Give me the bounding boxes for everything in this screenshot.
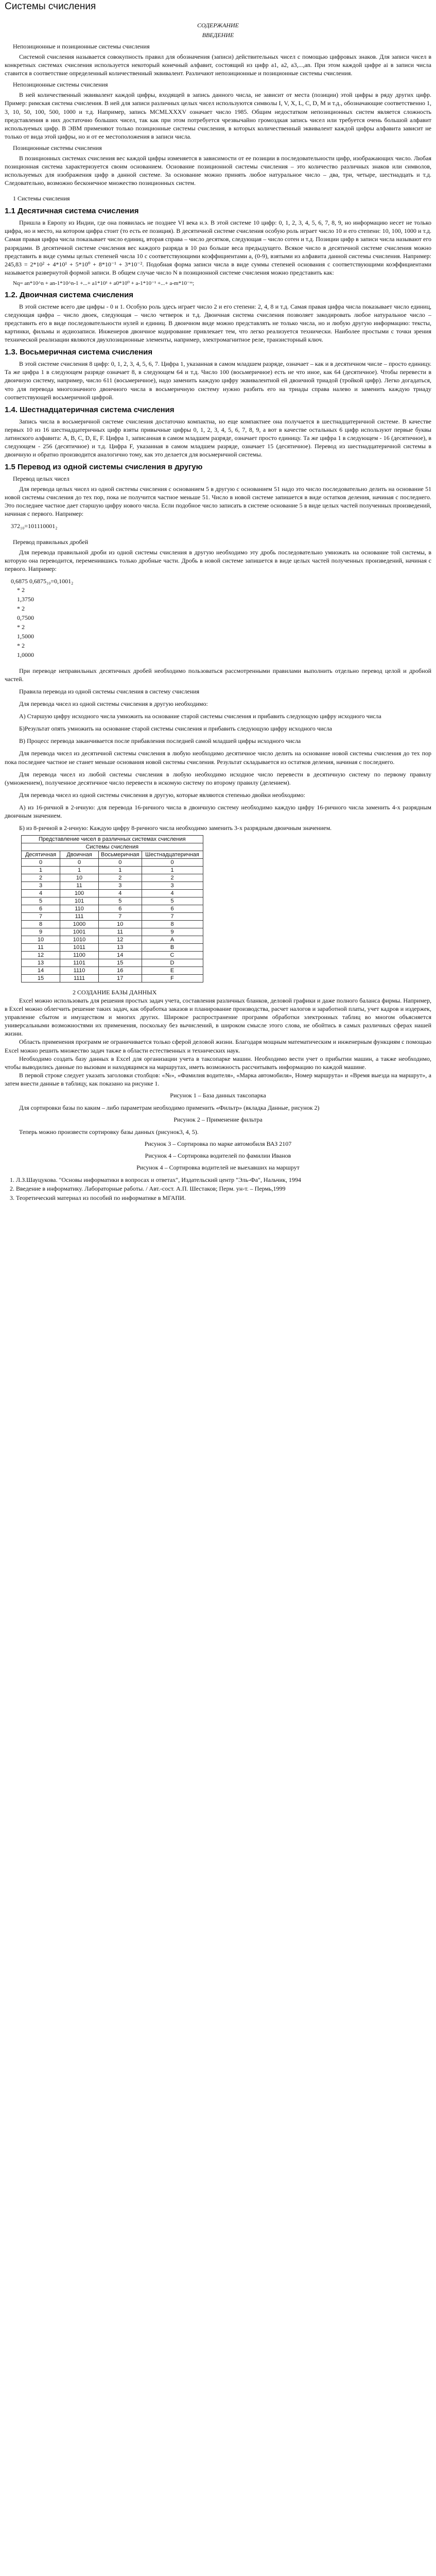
table-cell: 5 — [142, 897, 203, 905]
paragraph: В ней количественный эквивалент каждой цифры, входящей в запись данного числа, не зависит от места (позиции) этой цифры в ряду других цифр. Пример: римская система счисления. В ней для записи различных целых чисел используются символы I, V, X, L, C, D, M и т.д., обозначающие соответственно 1, 3, 10, 50, 100, 500, 1000 и т.д. Например, запись MCMLXXXV означает число 1985. Общим недостатком непозиционных систем является сложность представления в них достаточно больших чисел, так как при этом потребуется чрезвычайно громоздкая запись чисел или требуется очень большой алфавит используемых цифр. В ЭВМ применяют только позиционные системы счисления, в которых количественный эквивалент каждой цифры алфавита зависит не только от вида этой цифры, но и от ее местоположения в записи числа. — [5, 91, 431, 140]
column-header: Двоичная — [60, 851, 99, 859]
table-row — [22, 975, 203, 982]
paragraph: Б) из 8-ричной в 2-ичную: Каждую цифру 8-ричного числа необходимо заменить 3-х разрядным двоичным значением. — [19, 824, 332, 832]
calc-line: 1,0000 — [17, 651, 34, 658]
table-cell: 4 — [142, 890, 203, 897]
paragraph: Необходимо создать базу данных в Excel для организации учета в таксопарке машин. Необходимо вести учет о прибытии машин, а также необходимо, чтобы выводились данные по вызовам и находящимся на маршрутах, иметь возможность рассчитывать информацию по каждой машине. — [5, 1055, 431, 1071]
paragraph: Для сортировки базы по каким – либо параметрам необходимо применить «Фильтр» (вкладка Данные, рисунок 2) — [19, 1104, 320, 1111]
table-cell: 11 — [22, 944, 60, 952]
table-cell: 0 — [22, 859, 60, 867]
toc-contents-heading: СОДЕРЖАНИЕ — [197, 22, 239, 29]
table-cell: 10 — [60, 874, 99, 882]
figure-caption: Рисунок 4 – Сортировка водителей не выехавших на маршрут — [136, 1164, 300, 1172]
table-cell: 12 — [22, 952, 60, 959]
section-heading-database: 2 СОЗДАНИЕ БАЗЫ ДАННЫХ — [73, 989, 157, 996]
table-cell: 3 — [22, 882, 60, 890]
table-cell: 1100 — [60, 952, 99, 959]
table-cell: 1001 — [60, 928, 99, 936]
table-cell: 13 — [22, 959, 60, 967]
section-heading-octal: 1.3. Восьмеричная система счисления — [5, 348, 153, 357]
paragraph: В первой строке следует указать заголовки столбцов: «№», «Фамилия водителя», «Марка автомобиля», Номер маршрута» и «Время выезда на маршрут», а затем внести данные в таблицу, как показано на рисунке 1. — [5, 1071, 431, 1087]
table-group-header: Системы счисления — [22, 843, 203, 851]
paragraph: В этой системе счисления 8 цифр: 0, 1, 2, 3, 4, 5, 6, 7. Цифра 1, указанная в самом младшем разряде, означает – как и в десятичном числе – просто единицу. Та же цифра 1 в следующем разряде означает 8, в следующем 64 и т.д. Число 100 (восьмеричное) есть не что иное, как 64 (десятичное). Чтобы перевести в двоичную систему, например, число 611 (восьмеричное), надо заменить каждую цифру эквивалентной ей двоичной триадой (тройкой цифр). Легко догадаться, что для перевода многозначного двоичного числа в восьмеричную систему нужно разбить его на триады справа налево и заменить каждую триаду соответствующей восьмеричной цифрой. — [5, 360, 431, 401]
table-caption: Представление чисел в различных системах счисления — [22, 836, 203, 843]
table-cell: F — [142, 975, 203, 982]
table-row — [22, 897, 203, 905]
table-cell: B — [142, 944, 203, 952]
table-cell: 4 — [22, 890, 60, 897]
calc-line: * 2 — [17, 641, 25, 649]
paragraph: Для перевода чисел из одной системы счисления в другую необходимо: — [19, 700, 208, 708]
table-row — [22, 921, 203, 928]
table-cell: 14 — [99, 952, 142, 959]
table-cell: 5 — [22, 897, 60, 905]
column-header: Шестнадцатеричная — [142, 851, 203, 859]
table-cell: 2 — [99, 874, 142, 882]
section-heading-systems: Непозиционные и позиционные системы счисления — [13, 43, 150, 50]
column-header: Восьмеричная — [99, 851, 142, 859]
section-heading-nonpositional: Непозиционные системы счисления — [13, 81, 108, 89]
paragraph: Для перевода чисел из одной системы счисления в другую, которые являются степенью двойки необходимо: — [19, 791, 305, 799]
page-title: Системы счисления — [5, 1, 96, 12]
table-cell: 1 — [22, 867, 60, 874]
table-cell: 1111 — [60, 975, 99, 982]
paragraph: Запись числа в восьмеричной системе счисления достаточно компактна, но еще компактнее она получается в шестнадцатеричной системе. В качестве первых 10 из 16 шестнадцатеричных цифр взяты привычные цифры 0, 1, 2, 3, 4, 5, 6, 7, 8, 9, а вот в качестве остальных 6 цифр используют первые буквы латинского алфавита: A, B, C, D, E, F. Цифра 1, записанная в самом младшем разряде, означает просто единицу. Та же цифра 1 в следующем - 16 (десятичное), в следующем - 256 (десятичное) и т.д. Цифра F, указанная в самом младшем разряде, означает 15 (десятичное). Перевод из шестнадцатеричной системы в двоичную и обратно производится аналогично тому, как это делается для восьмеричной системы. — [5, 417, 431, 458]
figure-caption: Рисунок 2 – Применение фильтра — [173, 1116, 263, 1124]
figure-caption: Рисунок 1 – База данных таксопарка — [170, 1091, 266, 1099]
paragraph: Для перевода чисел из любой системы счисления в любую необходимо исходное число перевести в десятичную систему по первому правилу (умножением), полученное десятичное число перевести в искомую систему по второму правилу (делением). — [5, 770, 431, 786]
paragraph: Область применения программ не ограничивается только сферой деловой жизни. Благодаря мощным математическим и инженерным функциям с помощью Excel можно решить множество задач также в области естественных и технических наук. — [5, 1038, 431, 1054]
reference-item: 3. Теоретический материал из пособий по информатике в МГАПИ. — [16, 1194, 431, 1202]
paragraph: В) Процесс перевода заканчивается после прибавления последней самой младшей цифры исходного числа — [19, 737, 301, 745]
toc-intro-heading: ВВЕДЕНИЕ — [202, 31, 234, 39]
paragraph: Пришла в Европу из Индии, где она появилась не позднее VI века н.э. В этой системе 10 цифр: 0, 1, 2, 3, 4, 5, 6, 7, 8, 9, но информацию несет не только цифра, но и место, на котором цифра стоит (то есть ее позиция). В десятичной системе счисления особую роль играет число 10 и его степени: 10, 100, 1000 и т.д. Самая правая цифра числа показывает число единиц, вторая справа – число десятков, следующая – число сотен и т.д. Позиции цифр в записи числа называют его разрядами. В десятичной системе счисления вес каждого разряда в 10 раз больше веса предыдущего. Всякое число в десятичной системе счисления можно представить в виде суммы целых степеней числа 10 с соответствующими коэффициентами a, (0-9), взятыми из алфавита данной системы счисления. Например: 245,83 = 2*10² + 4*10¹ + 5*10⁰ + 8*10⁻¹ + 3*10⁻². Подобная форма записи числа в виде суммы степеней основания с соответствующими коэффициентами называется развернутой формой записи. В общем случае число N в позиционной системе счисления можно представить как: — [5, 219, 431, 276]
calculation — [17, 585, 431, 659]
table-cell: 1101 — [60, 959, 99, 967]
table-row — [22, 867, 203, 874]
example: 372₁₀=101110001₂ — [11, 522, 58, 530]
table-row — [22, 959, 203, 967]
table-cell: 8 — [142, 921, 203, 928]
section-heading-positional: Позиционные системы счисления — [13, 144, 102, 151]
table-cell: 1000 — [60, 921, 99, 928]
paragraph: Правила перевода из одной системы счисления в систему счисления — [19, 688, 200, 696]
table-cell: 1 — [60, 867, 99, 874]
calc-line: * 2 — [17, 623, 25, 631]
table-cell: 7 — [142, 913, 203, 921]
table-cell: 6 — [99, 905, 142, 913]
document — [0, 0, 436, 1202]
table-cell: 10 — [99, 921, 142, 928]
table-cell: D — [142, 959, 203, 967]
table-cell: 17 — [99, 975, 142, 982]
table-cell: 10 — [22, 936, 60, 944]
table-row — [22, 944, 203, 952]
table-cell: 0 — [142, 859, 203, 867]
section-heading-decimal: 1.1 Десятичная система счисления — [5, 207, 139, 216]
table-cell: 7 — [99, 913, 142, 921]
table-row — [22, 913, 203, 921]
paragraph: А) из 16-ричной в 2-ичную: для перевода 16-ричного числа в двоичную систему необходимо каждую цифру 16-ричного числа заменить 4-х разрядным двоичным значением. — [5, 803, 431, 819]
number-systems-table — [21, 835, 203, 982]
table-cell: 6 — [142, 905, 203, 913]
example: 0,6875 0,6875₁₀=0,1001₂ — [11, 577, 74, 585]
column-header: Десятичная — [22, 851, 60, 859]
table-cell: 1 — [99, 867, 142, 874]
table-cell: 1 — [142, 867, 203, 874]
section-heading-binary: 1.2. Двоичная система счисления — [5, 290, 134, 299]
table-cell: 15 — [22, 975, 60, 982]
paragraph: Б)Результат опять умножить на основание старой системы счисления и прибавить следующую цифру исходного числа — [19, 725, 333, 733]
table-row — [22, 882, 203, 890]
subheading-fractions: Перевод правильных дробей — [13, 538, 89, 546]
table-cell: 12 — [99, 936, 142, 944]
table-cell: A — [142, 936, 203, 944]
chapter-heading: 1 Системы счисления — [13, 195, 70, 202]
table-cell: 3 — [99, 882, 142, 890]
calc-line: * 2 — [17, 586, 25, 594]
table-row — [22, 936, 203, 944]
table-row — [22, 967, 203, 975]
table-cell: 2 — [22, 874, 60, 882]
table-cell: C — [142, 952, 203, 959]
paragraph: В этой системе всего две цифры - 0 и 1. Особую роль здесь играет число 2 и его степени: 2, 4, 8 и т.д. Самая правая цифра числа показывает число единиц, следующая цифра – число двоек, следующая – число четверок и т.д. Двоичная система счисления позволяет закодировать любое натуральное число – представить его в виде последовательности нулей и единиц. В двоичном виде можно представлять не только числа, но и любую другую информацию: тексты, картинки, фильмы и аудиозаписи. Инженеров двоичное кодирование привлекает тем, что легко реализуется технически. Наиболее простыми с точки зрения технической реализации являются двухпозиционные элементы, например, электромагнитное реле, транзисторный ключ. — [5, 302, 431, 344]
table-cell: 111 — [60, 913, 99, 921]
table-row — [22, 905, 203, 913]
section-heading-hex: 1.4. Шестнадцатеричная система счисления — [5, 405, 175, 414]
paragraph: Для перевода чисел из десятичной системы счисления в любую необходимо десятичное число делить на основание новой системы счисления до тех пор пока последнее частное не станет меньше основания новой системы счисления. Результат складывается из остатков деления, начиная с последнего. — [5, 750, 431, 766]
calc-line: 0,7500 — [17, 614, 34, 621]
paragraph: При переводе неправильных десятичных дробей необходимо пользоваться рассмотренными правилами выполнить отдельно перевод целой и дробной частей. — [5, 667, 431, 683]
paragraph: Теперь можно произвести сортировку базы данных (рисунок3, 4, 5). — [19, 1128, 199, 1136]
table-cell: 110 — [60, 905, 99, 913]
calc-line: * 2 — [17, 604, 25, 612]
table-cell: 2 — [142, 874, 203, 882]
calc-line: 1,3750 — [17, 595, 34, 603]
table-cell: 13 — [99, 944, 142, 952]
table-cell: 9 — [142, 928, 203, 936]
paragraph: Excel можно использовать для решения простых задач учета, составления различных бланков, деловой графики и даже полного баланса фирмы. Например, в Excel можно облегчить решение таких задач, как обработка заказов и планирование производства, расчет налогов и заработной платы, учет кадров и издержек, управление сбытом и имуществом и многих других. Широкое распространение программ обработки электронных таблиц во многом объясняется универсальными возможностями их применения, поскольку без вычислений, в широком смысле этого слова, не обойтись в самых различных сферах нашей жизни. — [5, 997, 431, 1038]
references-list — [5, 1176, 431, 1202]
table-cell: 5 — [99, 897, 142, 905]
table-cell: 16 — [99, 967, 142, 975]
table-row — [22, 928, 203, 936]
paragraph: Системой счисления называется совокупность правил для обозначения (записи) действительных чисел с помощью цифровых знаков. Для записи чисел в конкретных системах счисления используется некоторый конечный алфавит, состоящий из цифр a1, a2, a3,...,an. При этом каждой цифре ai в записи числа ставится в соответствие определенный количественный эквивалент. Различают непозиционные и позиционные системы счисления. — [5, 53, 431, 77]
calc-line: 1,5000 — [17, 632, 34, 640]
figure-caption: Рисунок 3 – Сортировка по марке автомобиля ВАЗ 2107 — [144, 1140, 292, 1148]
section-heading-conversion: 1.5 Перевод из одной системы счисления в другую — [5, 463, 203, 472]
formula: Nq= an*10^n + an-1*10^n-1 +...+ a1*10¹ + a0*10⁰ + a-1*10⁻¹ +...+ a-m*10⁻ᵐ; — [13, 280, 195, 286]
paragraph: А) Старшую цифру исходного числа умножить на основание старой системы счисления и прибавить следующую цифру исходного числа — [19, 713, 381, 720]
table-cell: E — [142, 967, 203, 975]
figure-caption: Рисунок 4 – Сортировка водителей по фамилии Иванов — [145, 1152, 291, 1160]
table-cell: 0 — [60, 859, 99, 867]
table-row — [22, 874, 203, 882]
table-cell: 6 — [22, 905, 60, 913]
table-cell: 11 — [60, 882, 99, 890]
paragraph: В позиционных системах счисления вес каждой цифры изменяется в зависимости от ее позиции в последовательности цифр, изображающих число. Любая позиционная система характеризуется своим основанием. Основание позиционной системы счисления – это количество различных знаков или символов, используемых для изображения цифр в данной системе. За основание можно принять любое натуральное число – два, три, четыре, шестнадцать и т.д. Следовательно, возможно бесконечное множество позиционных систем. — [5, 154, 431, 187]
table-row — [22, 890, 203, 897]
subheading-integers: Перевод целых чисел — [13, 475, 69, 483]
table-cell: 1010 — [60, 936, 99, 944]
table-cell: 8 — [22, 921, 60, 928]
paragraph: Для перевода целых чисел из одной системы счисления с основанием 5 в другую с основанием 51 надо это число последовательно делить на основание 51 новой системы счисления до тех пор, пока не получится частное меньше 51. Число в новой системе запишется в виде остатков деления, начиная с последнего. Это последнее частное дает старшую цифру нового числа. Если подобное число записать в системе основание 5 в виде целых частей полученных произведений, начиная с первого. Например: — [5, 485, 431, 518]
table-row — [22, 952, 203, 959]
table-cell: 101 — [60, 897, 99, 905]
table-cell: 3 — [142, 882, 203, 890]
table-cell: 100 — [60, 890, 99, 897]
table-cell: 15 — [99, 959, 142, 967]
table-row — [22, 859, 203, 867]
paragraph: Для перевода правильной дроби из одной системы счисления в другую необходимо эту дробь последовательно умножать на основание той системы, в которую она переводится, переменившись только дробные части. Дробь в новой системе запишется в виде целых частей полученных произведений, начиная с первого. Например: — [5, 548, 431, 572]
table-cell: 1110 — [60, 967, 99, 975]
table-cell: 14 — [22, 967, 60, 975]
table-cell: 9 — [22, 928, 60, 936]
table-cell: 4 — [99, 890, 142, 897]
reference-item: 2. Введение в информатику. Лабораторные работы. / Авт.-сост. А.П. Шестаков; Перм. ун-т. – Пермь,1999 — [16, 1184, 431, 1193]
table-cell: 7 — [22, 913, 60, 921]
table-cell: 1011 — [60, 944, 99, 952]
table-cell: 11 — [99, 928, 142, 936]
table-cell: 0 — [99, 859, 142, 867]
reference-item: 1. Л.З.Шауцукова. "Основы информатики в вопросах и ответах", Издательский центр "Эль-Фа", Нальчик, 1994 — [16, 1176, 431, 1184]
